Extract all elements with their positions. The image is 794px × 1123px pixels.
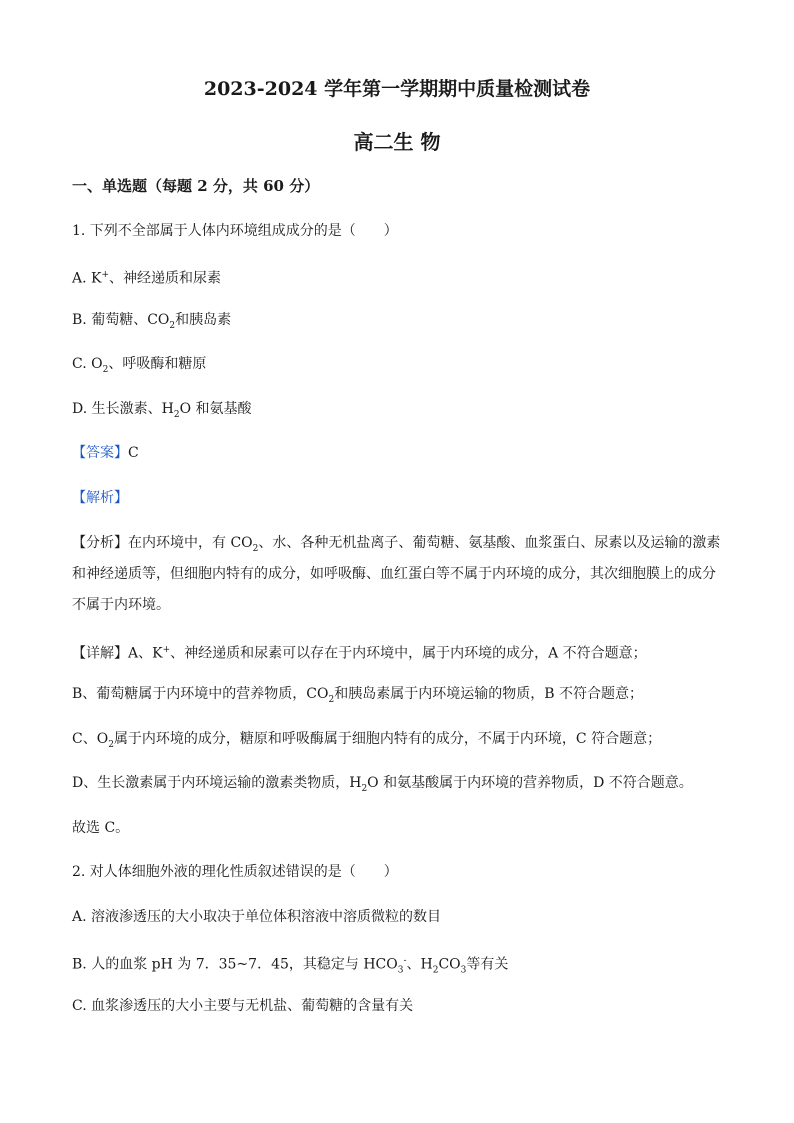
option-text: 等有关 xyxy=(466,956,509,973)
superscript: + xyxy=(162,645,171,655)
question-2-option-c: C. 血浆渗透压的大小主要与无机盐、葡萄糖的含量有关 xyxy=(72,998,414,1014)
detail-text: 、神经递质和尿素可以存在于内环境中，属于内环境的成分，A 不符合题意； xyxy=(170,645,647,662)
subscript: 2 xyxy=(102,364,109,375)
detail-text: 和胰岛素属于内环境运输的物质，B 不符合题意； xyxy=(334,686,643,702)
question-1-option-a xyxy=(72,265,734,289)
analysis-text: 在内环境中，有 CO xyxy=(128,535,253,551)
option-text: B. 人的血浆 pH 为 7．35~7．45，其稳定与 HCO xyxy=(72,956,398,973)
detail-text: C、O xyxy=(72,731,109,747)
detail-text: B、葡萄糖属于内环境中的营养物质，CO xyxy=(72,686,329,702)
subscript: 2 xyxy=(173,409,180,420)
option-text: B. 葡萄糖、CO xyxy=(72,312,170,328)
question-1-analysis-heading xyxy=(72,488,734,508)
superscript: + xyxy=(101,270,110,280)
detail-line-b xyxy=(72,684,734,710)
detail-text: A、K xyxy=(128,645,163,662)
exam-title: 2023-2024 学年第一学期期中质量检测试卷 xyxy=(203,78,591,100)
analysis-line-2: 和神经递质等，但细胞内特有的成分，如呼吸酶、血红蛋白等不属于内环境的成分，其次细胞膜上的成分 xyxy=(72,566,716,582)
analysis-tag: 【解析】 xyxy=(72,490,128,506)
question-2-stem: 2. 对人体细胞外液的理化性质叙述错误的是（ ） xyxy=(72,864,398,880)
analysis-line-3: 不属于内环境。 xyxy=(72,597,170,613)
option-text: A. K xyxy=(72,270,102,287)
option-text: C. O xyxy=(72,356,103,372)
subscript: 2 xyxy=(328,694,335,705)
section-heading: 一、单选题（每题 2 分，共 60 分） xyxy=(72,177,320,195)
option-text: CO xyxy=(438,956,461,973)
question-2-option-a: A. 溶液渗透压的大小取决于单位体积溶液中溶质微粒的数目 xyxy=(72,909,442,925)
question-1-stem: 1. 下列不全部属于人体内环境组成成分的是（ ） xyxy=(72,223,398,239)
detail-line-d xyxy=(72,773,734,799)
superscript: - xyxy=(403,956,407,966)
answer-tag: 【答案】 xyxy=(72,445,128,461)
question-1-conclusion: 故选 C。 xyxy=(72,820,130,836)
subscript: 2 xyxy=(169,320,176,331)
detail-text: D、生长激素属于内环境运输的激素类物质，H xyxy=(72,775,362,791)
detail-line-c xyxy=(72,729,734,755)
analysis-line-1 xyxy=(72,533,734,559)
question-1-option-d xyxy=(72,399,734,425)
option-text: 、H xyxy=(406,956,433,973)
fenxi-tag: 【分析】 xyxy=(72,535,128,551)
option-text: 和胰岛素 xyxy=(175,312,232,328)
subscript: 2 xyxy=(361,783,368,794)
question-1-answer xyxy=(72,443,734,463)
subscript: 2 xyxy=(432,965,439,976)
subscript: 2 xyxy=(252,543,259,554)
subscript: 3 xyxy=(397,965,404,976)
question-1-option-b xyxy=(72,310,734,336)
option-text: 、呼吸酶和糖原 xyxy=(108,356,207,372)
analysis-text: 、水、各种无机盐离子、葡萄糖、氨基酸、血浆蛋白、尿素以及运输的激素 xyxy=(258,535,721,551)
option-text: D. 生长激素、H xyxy=(72,401,174,417)
question-1-option-c xyxy=(72,354,734,380)
exam-subtitle: 高二生 物 xyxy=(353,130,441,154)
detail-text: O 和氨基酸属于内环境的营养物质，D 不符合题意。 xyxy=(367,775,693,791)
xiangjie-tag: 【详解】 xyxy=(72,645,128,662)
option-text: 、神经递质和尿素 xyxy=(109,270,222,287)
answer-value: C xyxy=(128,445,139,461)
subscript: 2 xyxy=(108,739,114,750)
subscript: 3 xyxy=(460,965,467,976)
detail-line-a xyxy=(72,640,734,664)
option-text: O 和氨基酸 xyxy=(179,401,252,417)
question-2-option-b xyxy=(72,951,734,980)
detail-text: 属于内环境的成分，糖原和呼吸酶属于细胞内特有的成分，不属于内环境，C 符合题意； xyxy=(113,731,662,747)
